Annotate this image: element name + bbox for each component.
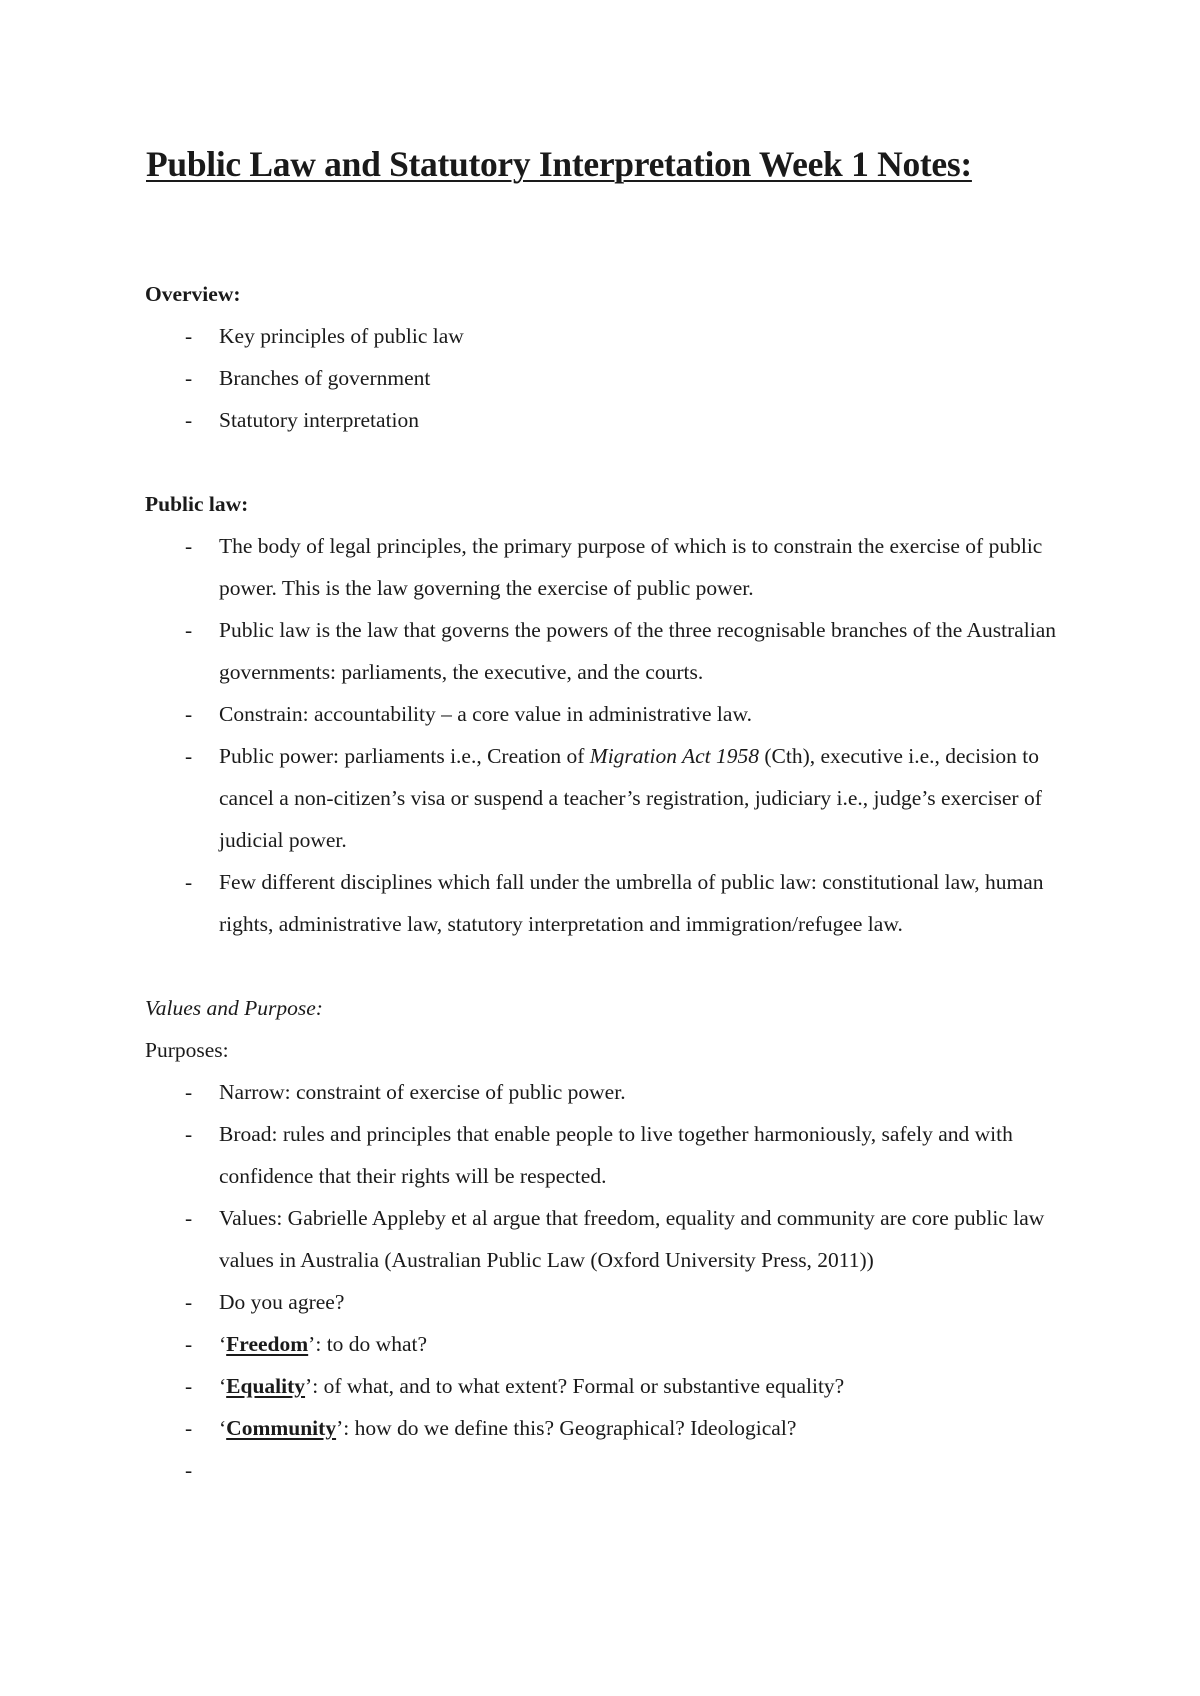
list-item: - Key principles of public law bbox=[145, 315, 1075, 357]
list-item: - Few different disciplines which fall under the umbrella of public law: constitutional law, human rights, administrative law, statutory interpretation and immigration/refugee law. bbox=[145, 861, 1075, 945]
list-item-text: Public power: parliaments i.e., Creation of bbox=[219, 744, 590, 768]
document-body bbox=[145, 273, 1075, 1491]
statute-name: Migration Act 1958 bbox=[589, 744, 759, 768]
term-freedom: Freedom bbox=[226, 1332, 309, 1356]
quote-close: ’ bbox=[336, 1416, 344, 1440]
list-item-text: : to do what? bbox=[315, 1332, 428, 1356]
term-community: Community bbox=[226, 1416, 337, 1440]
overview-list bbox=[145, 315, 1075, 441]
list-item bbox=[145, 1407, 1075, 1449]
quote-close: ’ bbox=[305, 1374, 313, 1398]
quote-close: ’ bbox=[308, 1332, 316, 1356]
list-item bbox=[145, 1365, 1075, 1407]
list-item-text: : how do we define this? Geographical? Ideological? bbox=[343, 1416, 797, 1440]
list-item: - Public law is the law that governs the powers of the three recognisable branches of the Australian governments: parliaments, the executive, and the courts. bbox=[145, 609, 1075, 693]
values-heading: Values and Purpose: bbox=[145, 996, 323, 1020]
quote-open: ‘ bbox=[219, 1374, 227, 1398]
list-item: - Statutory interpretation bbox=[145, 399, 1075, 441]
list-item: - Narrow: constraint of exercise of public power. bbox=[145, 1071, 1075, 1113]
values-list bbox=[145, 1071, 1075, 1491]
list-item: - Values: Gabrielle Appleby et al argue that freedom, equality and community are core public law values in Australia (Australian Public Law (Oxford University Press, 2011)) bbox=[145, 1197, 1075, 1281]
paragraph-spacer bbox=[145, 441, 1075, 483]
list-item bbox=[145, 735, 1075, 861]
list-item: - Do you agree? bbox=[145, 1281, 1075, 1323]
term-equality: Equality bbox=[226, 1374, 306, 1398]
public-law-heading: Public law: bbox=[145, 492, 249, 516]
quote-open: ‘ bbox=[219, 1332, 227, 1356]
quote-open: ‘ bbox=[219, 1416, 227, 1440]
paragraph-spacer bbox=[145, 945, 1075, 987]
overview-heading: Overview: bbox=[145, 282, 241, 306]
document-title: Public Law and Statutory Interpretation Week 1 Notes: bbox=[146, 144, 972, 184]
list-item bbox=[145, 1323, 1075, 1365]
purposes-subheading: Purposes: bbox=[145, 1038, 229, 1062]
list-item: - Broad: rules and principles that enable people to live together harmoniously, safely and with confidence that their rights will be respected. bbox=[145, 1113, 1075, 1197]
public-law-list bbox=[145, 525, 1075, 945]
list-item-text: : of what, and to what extent? Formal or substantive equality? bbox=[312, 1374, 845, 1398]
list-item: - The body of legal principles, the primary purpose of which is to constrain the exercise of public power. This is the law governing the exercise of public power. bbox=[145, 525, 1075, 609]
list-item: - Branches of government bbox=[145, 357, 1075, 399]
list-item-text: (Cth), executive i.e., decision to cancel a non-citizen’s visa or suspend a teacher’s registration, judiciary i.e., judge’s exerciser of judicial power. bbox=[219, 744, 1042, 852]
empty-list-item bbox=[145, 1449, 1075, 1491]
list-item: - Constrain: accountability – a core value in administrative law. bbox=[145, 693, 1075, 735]
